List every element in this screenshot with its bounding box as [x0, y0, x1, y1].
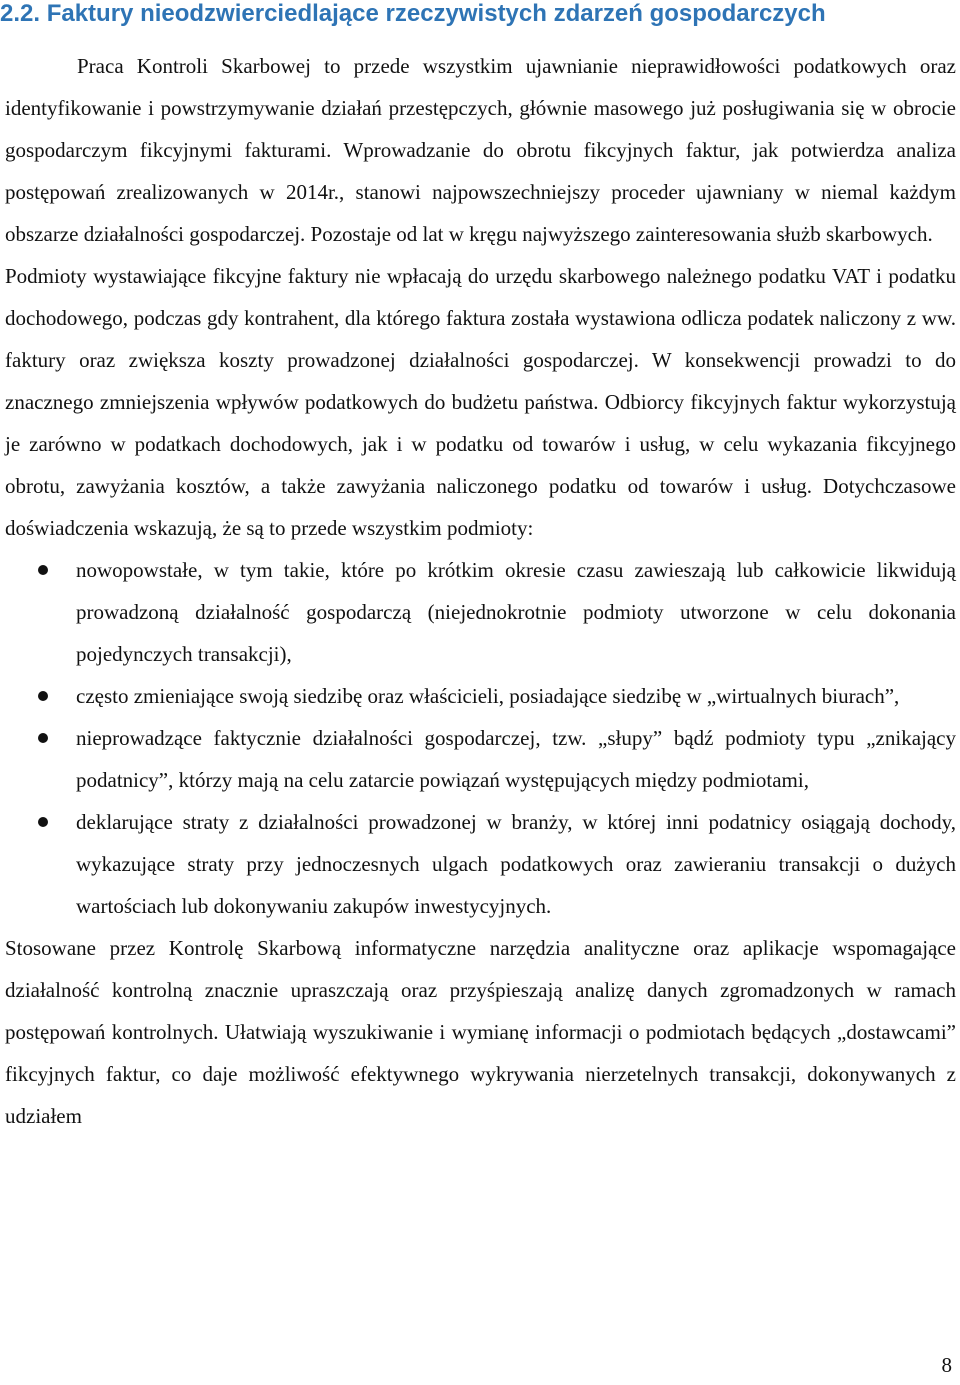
- bullet-icon: [38, 565, 48, 575]
- bullet-icon: [38, 691, 48, 701]
- closing-paragraph: Stosowane przez Kontrolę Skarbową informatyczne narzędzia analityczne oraz aplikacje wspomagające działalność kontrolną znacznie upraszczają oraz przyśpieszają analizę danych zgromadzonych w ramach postępowań kontrolnych. Ułatwiają wyszukiwanie i wymianę informacji o podmiotach będących „dostawcami” fikcyjnych faktur, co daje możliwość efektywnego wykrywania nierzetelnych transakcji, dokonywanych z udziałem: [5, 936, 956, 1128]
- list-item: [5, 675, 956, 717]
- list-item: [5, 717, 956, 801]
- bullet-icon: [38, 733, 48, 743]
- main-paragraph: Podmioty wystawiające fikcyjne faktury nie wpłacają do urzędu skarbowego należnego podatku VAT i podatku dochodowego, podczas gdy kontrahent, dla którego faktura została wystawiona odlicza podatek naliczony z ww. faktury oraz zwiększa koszty prowadzonej działalności gospodarczej. W konsekwencji prowadzi to do znacznego zmniejszenia wpływów podatkowych do budżetu państwa. Odbiorcy fikcyjnych faktur wykorzystują je zarówno w podatkach dochodowych, jak i w podatku od towarów i usług, w celu wykazania fikcyjnego obrotu, zawyżania kosztów, a także zawyżania naliczonego podatku od towarów i usług. Dotychczasowe doświadczenia wskazują, że są to przede wszystkim podmioty:: [5, 264, 956, 540]
- list-item-text: deklarujące straty z działalności prowadzonej w branży, w której inni podatnicy osiągają dochody, wykazujące straty przy jednoczesnych ulgach podatkowych oraz zawieraniu transakcji o dużych wartościach lub dokonywaniu zakupów inwestycyjnych.: [76, 810, 956, 918]
- page-number: 8: [941, 1353, 952, 1377]
- intro-paragraph: Praca Kontroli Skarbowej to przede wszystkim ujawnianie nieprawidłowości podatkowych oraz identyfikowanie i powstrzymywanie działań przestępczych, głównie masowego już posługiwania się w obrocie gospodarczym fikcyjnymi fakturami. Wprowadzanie do obrotu fikcyjnych faktur, jak potwierdza analiza postępowań zrealizowanych w 2014r., stanowi najpowszechniejszy proceder ujawniany w niemal każdym obszarze działalności gospodarczej. Pozostaje od lat w kręgu najwyższego zainteresowania służb skarbowych.: [5, 54, 956, 246]
- section-heading: 2.2. Faktury nieodzwierciedlające rzeczywistych zdarzeń gospodarczych: [0, 0, 826, 27]
- list-item-text: nieprowadzące faktycznie działalności gospodarczej, tzw. „słupy” bądź podmioty typu „znikający podatnicy”, którzy mają na celu zatarcie powiązań występujących między podmiotami,: [76, 726, 956, 792]
- list-item-text: nowopowstałe, w tym takie, które po krótkim okresie czasu zawieszają lub całkowicie likwidują prowadzoną działalność gospodarczą (niejednokrotnie podmioty utworzone w celu dokonania pojedynczych transakcji),: [76, 558, 956, 666]
- bullet-icon: [38, 817, 48, 827]
- body-text: [5, 45, 956, 1137]
- list-item: [5, 801, 956, 927]
- list-item: [5, 549, 956, 675]
- list-item-text: często zmieniające swoją siedzibę oraz właścicieli, posiadające siedzibę w „wirtualnych biurach”,: [76, 684, 900, 708]
- entity-characteristics-list: [5, 549, 956, 927]
